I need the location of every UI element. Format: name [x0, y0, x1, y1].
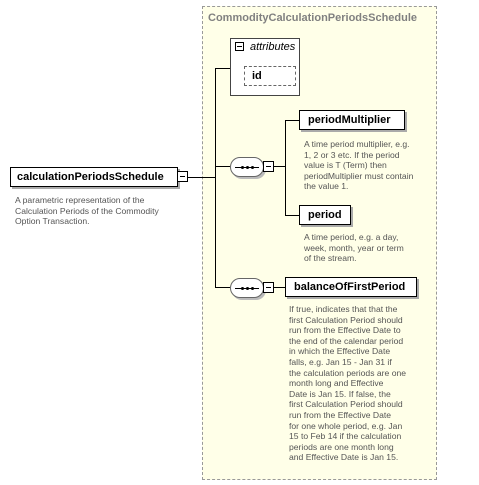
collapse-icon[interactable] — [235, 42, 244, 51]
root-element-description: A parametric representation of the Calculation Periods of the Commodity Option Transaction. — [15, 195, 159, 227]
period-multiplier-label: periodMultiplier — [308, 114, 391, 126]
sequence-dot-icon — [246, 287, 249, 290]
period-label: period — [308, 209, 342, 221]
sequence-dot-icon — [241, 166, 244, 169]
connector-to-period — [285, 215, 299, 216]
connector-root-to-branch — [188, 177, 215, 178]
sequence-dot-icon — [251, 166, 254, 169]
collapse-icon[interactable] — [263, 282, 274, 293]
sequence-dot-icon — [246, 166, 249, 169]
complex-type-title: CommodityCalculationPeriodsSchedule — [208, 12, 418, 24]
connector-seq1-vertical — [285, 120, 286, 215]
sequence-compositor[interactable] — [230, 157, 264, 177]
sequence-dot-icon — [251, 287, 254, 290]
connector-branch-vertical — [215, 68, 216, 287]
period-multiplier-description: A time period multiplier, e.g. 1, 2 or 3 etc. If the period value is T (Term) then periodMultiplier must contain the value 1. — [304, 139, 414, 192]
period-description: A time period, e.g. a day, week, month, year or term of the stream. — [304, 232, 404, 264]
period-element[interactable] — [299, 205, 351, 225]
root-element[interactable]: calculationPeriodsSchedule — [10, 167, 178, 187]
attribute-id[interactable]: id — [244, 66, 296, 86]
collapse-icon[interactable] — [177, 171, 188, 182]
sequence-dot-icon — [241, 287, 244, 290]
collapse-icon[interactable] — [263, 161, 274, 172]
connector-to-attributes — [215, 68, 230, 69]
connector-seq2-out — [274, 287, 285, 288]
connector-to-sequence-1 — [215, 166, 230, 167]
sequence-compositor[interactable] — [230, 278, 264, 298]
balance-of-first-period-element[interactable] — [285, 277, 417, 297]
period-multiplier-element[interactable] — [299, 110, 405, 130]
balance-of-first-period-label: balanceOfFirstPeriod — [294, 281, 406, 293]
attributes-label: attributes — [250, 41, 296, 53]
balance-of-first-period-description: If true, indicates that that the first Calculation Period should run from the Effective Date to the end of the calendar period in which the Effective Date falls, e.g. Jan 15 - Jan 31 if the calculation periods are one month long and Effective Date is Jan 15. If false, the first Calculation Period should run from the Effective Date for one whole period, e.g. Jan 15 to Feb 14 if the calculation periods are one month long and Effective Date is Jan 15. — [289, 304, 407, 463]
connector-seq1-out — [274, 166, 285, 167]
connector-to-period-multiplier — [285, 120, 299, 121]
connector-to-sequence-2 — [215, 287, 230, 288]
